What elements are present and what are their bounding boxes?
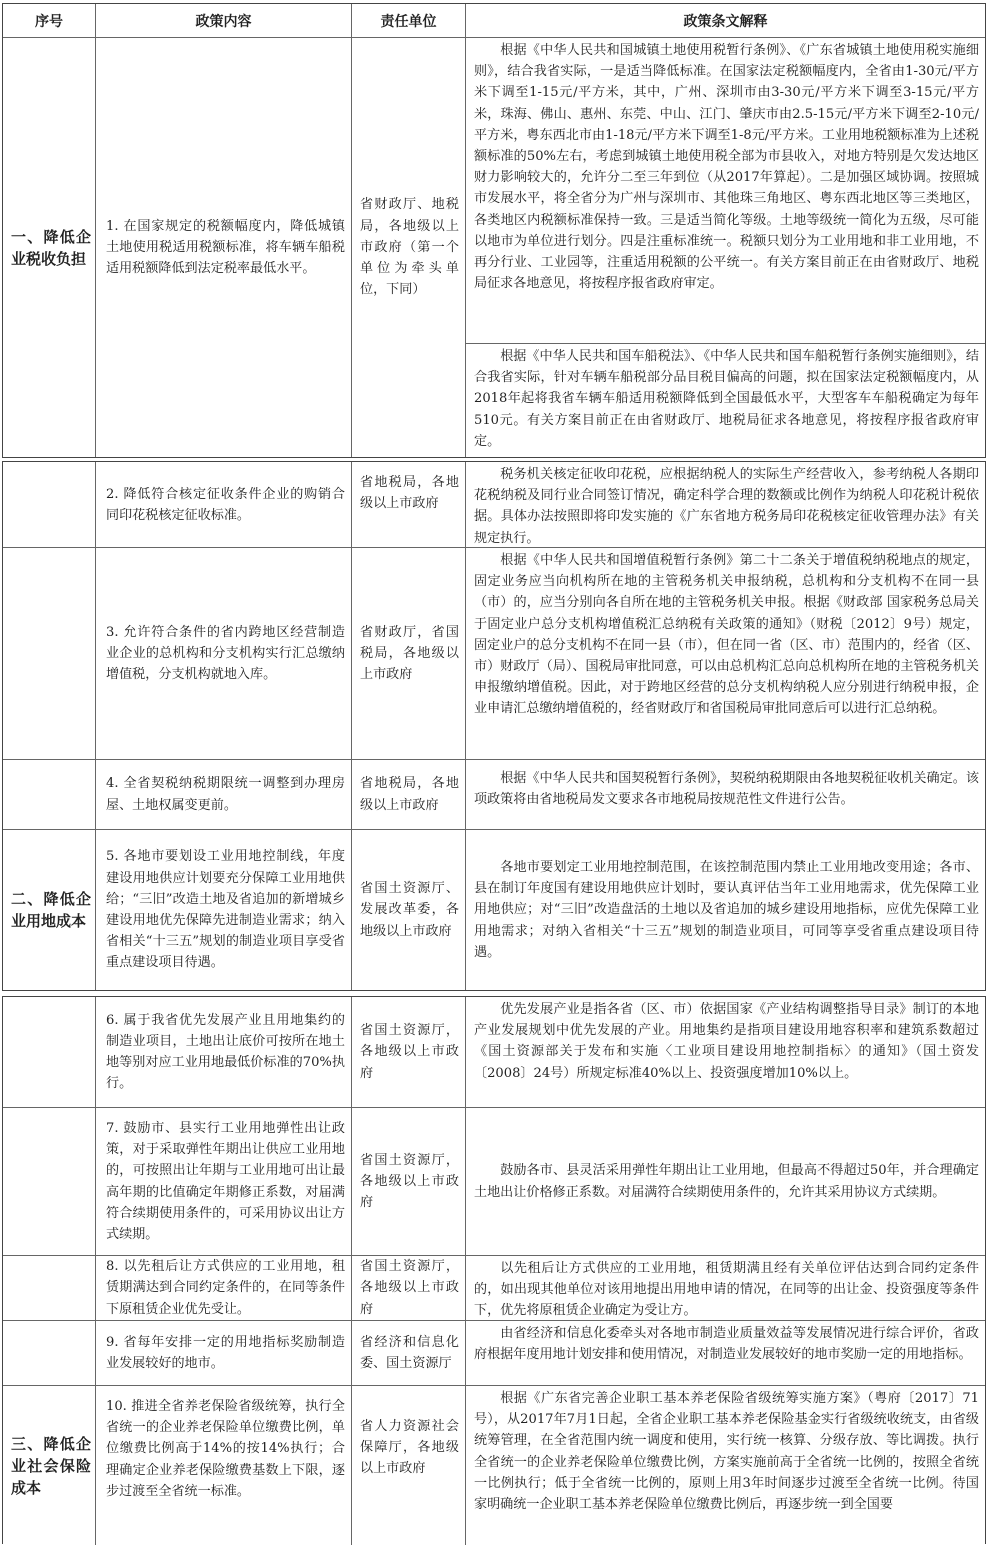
policy-explanation: 以先租后让方式供应的工业用地，租赁期满且经有关单位评估达到合同约定条件的，如出现其他单位对该用地提出用地申请的情况，在同等的出让金、投资强度等条件下，优先将原租赁企业确定为受让方。 [465,1256,985,1320]
table-row [3,997,985,1107]
policy-explanation: 根据《中华人民共和国车船税法》、《中华人民共和国车船税暂行条例实施细则》，结合我省实际，针对车辆车船税部分品目税目偏高的问题，拟在国家法定税额幅度内，从2018年起将我省车辆车船适用税额降低到全国最低水平，大型客车车船税确定为每年510元。有关方案目前正在由省财政厅、地税局征求各地意见，将按程序报省政府审定。 [465,343,985,457]
table-row [3,1107,985,1255]
responsible-unit: 省经济和信息化委、国土资源厅 [351,1321,465,1385]
header-explain: 政策条文解释 [465,4,985,38]
table-section-3 [2,996,986,1544]
responsible-unit: 省国土资源厅、发展改革委，各地级以上市政府 [351,830,465,990]
responsible-unit: 省国土资源厅，各地级以上市政府 [351,1256,465,1320]
header-unit: 责任单位 [351,4,465,38]
policy-content: 1. 在国家规定的税额幅度内，降低城镇土地使用税适用税额标准，将车辆车船税适用税额降低到法定税率最低水平。 [95,38,351,457]
responsible-unit: 省财政厅、地税局，各地级以上市政府（第一个单位为牵头单位，下同） [351,38,465,457]
policy-content: 10. 推进全省养老保险省级统筹，执行全省统一的企业养老保险单位缴费比例，单位缴费比例高于14%的按14%执行；合理确定企业养老保险缴费基数上下限，逐步过渡至全省统一标准。 [95,1386,351,1545]
policy-content: 6. 属于我省优先发展产业且用地集约的制造业项目，土地出让底价可按所在地土地等别对应工业用地最低价标准的70%执行。 [95,997,351,1107]
responsible-unit: 省人力资源社会保障厅，各地级以上市政府 [351,1386,465,1545]
table-row [3,1255,985,1320]
table-row [3,547,985,759]
responsible-unit: 省财政厅，省国税局，各地级以上市政府 [351,548,465,759]
policy-content: 5. 各地市要划设工业用地控制线，年度建设用地供应计划要充分保障工业用地供给；“三旧”改造土地及省追加的新增城乡建设用地优先保障先进制造业需求；纳入省相关“十三五”规划的制造业项目享受省重点建设项目待遇。 [95,830,351,990]
table-row [3,829,985,990]
responsible-unit: 省地税局，各地级以上市政府 [351,462,465,547]
policy-explanation: 根据《中华人民共和国契税暂行条例》，契税纳税期限由各地契税征收机关确定。该项政策将由省地税局发文要求各市地税局按规范性文件进行公告。 [465,760,985,829]
table-row [3,462,985,547]
policy-explanation: 鼓励各市、县灵活采用弹性年期出让工业用地，但最高不得超过50年，并合理确定土地出让价格修正系数。对届满符合续期使用条件的，允许其采用协议方式续期。 [465,1108,985,1255]
policy-explanation: 根据《中华人民共和国城镇土地使用税暂行条例》、《广东省城镇土地使用税实施细则》，结合我省实际，一是适当降低标准。在国家法定税额幅度内，全省由1-30元/平方米下调至1-15元/平方米，其中，广州、深圳市由3-30元/平方米下调至3-15元/平方米，珠海、佛山、惠州、东莞、中山、江门、肇庆市由2.5-15元/平方米下调至2-10元/平方米，粤东西北市由1-18元/平方米下调至1-8元/平方米。工业用地税额标准为上述税额标准的50%左右，考虑到城镇土地使用税全部为市县收入，对地方特别是欠发达地区财力影响较大的，允许分二至三年到位（从2017年算起）。二是加强区域协调。按照城市发展水平，将全省分为广州与深圳市、其他珠三角地区、粤东西北地区等三类地区，各类地区内税额标准保持一致。三是适当简化等级。土地等级统一简化为五级，尽可能以地市为单位进行划分。四是注重标准统一。税额只划分为工业用地和非工业用地，不再分行业、工业园等，注重适用税额的公平统一。有关方案目前正在由省财政厅、地税局征求各地意见，将按程序报省政府审定。 [465,38,985,343]
table-section-2 [2,461,986,991]
table-section-1 [2,3,986,458]
header-row [3,4,985,38]
table-row [3,759,985,829]
policy-content: 8. 以先租后让方式供应的工业用地，租赁期满达到合同约定条件的，在同等条件下原租赁企业优先受让。 [95,1256,351,1320]
responsible-unit: 省国土资源厅，各地级以上市政府 [351,1108,465,1255]
category-label: 一、降低企业税收负担 [11,227,91,268]
responsible-unit: 省地税局，各地级以上市政府 [351,760,465,829]
policy-content: 3. 允许符合条件的省内跨地区经营制造业企业的总机构和分支机构实行汇总缴纳增值税，分支机构就地入库。 [95,548,351,759]
policy-content: 7. 鼓励市、县实行工业用地弹性出让政策，对于采取弹性年期出让供应工业用地的，可按照出让年期与工业用地可出让最高年期的比值确定年期修正系数，对届满符合续期使用条件的，可采用协议出让方式续期。 [95,1108,351,1255]
header-content: 政策内容 [95,4,351,38]
table-row [3,1385,985,1545]
header-seq: 序号 [35,14,63,30]
policy-explanation: 由省经济和信息化委牵头对各地市制造业质量效益等发展情况进行综合评价，省政府根据年度用地计划安排和使用情况，对制造业发展较好的地市奖励一定的用地指标。 [465,1321,985,1385]
policy-explanation: 优先发展产业是指各省（区、市）依据国家《产业结构调整指导目录》制订的本地产业发展规划中优先发展的产业。用地集约是指项目建设用地容积率和建筑系数超过《国土资源部关于发布和实施〈工业项目建设用地控制指标〉的通知》（国土资发〔2008〕24号）所规定标准40%以上、投资强度增加10%以上。 [465,997,985,1107]
category-label: 三、降低企业社会保险成本 [11,1434,91,1497]
policy-explanation: 税务机关核定征收印花税，应根据纳税人的实际生产经营收入，参考纳税人各期印花税纳税及同行业合同签订情况，确定科学合理的数额或比例作为纳税人印花税计税依据。具体办法按照即将印发实施的《广东省地方税务局印花税核定征收管理办法》有关规定执行。 [465,462,985,547]
category-label: 二、降低企业用地成本 [11,890,91,930]
policy-explanation: 根据《广东省完善企业职工基本养老保险省级统筹实施方案》（粤府〔2017〕71号），从2017年7月1日起，全省企业职工基本养老保险基金实行省级统收统支，由省级统筹管理，在全省范围内统一调度和使用，实行统一核算、分级存放、等比调拨。执行全省统一的企业养老保险单位缴费比例，方案实施前高于全省统一比例的，按照全省统一比例执行；低于全省统一比例的，原则上用3年时间逐步过渡至全省统一比例。待国家明确统一企业职工基本养老保险单位缴费比例后，再逐步统一到全国要 [465,1386,985,1545]
table-row [3,38,985,457]
table-row [3,1320,985,1385]
policy-content: 9. 省每年安排一定的用地指标奖励制造业发展较好的地市。 [95,1321,351,1385]
policy-content: 2. 降低符合核定征收条件企业的购销合同印花税核定征收标准。 [95,462,351,547]
policy-explanation: 各地市要划定工业用地控制范围，在该控制范围内禁止工业用地改变用途；各市、县在制订年度国有建设用地供应计划时，要认真评估当年工业用地需求，优先保障工业用地供应；对“三旧”改造盘活的土地以及省追加的城乡建设用地指标，应优先保障工业用地需求；对纳入省相关“十三五”规划的制造业项目，可同等享受省重点建设项目待遇。 [465,830,985,990]
policy-content: 4. 全省契税纳税期限统一调整到办理房屋、土地权属变更前。 [95,760,351,829]
responsible-unit: 省国土资源厅，各地级以上市政府 [351,997,465,1107]
policy-explanation: 根据《中华人民共和国增值税暂行条例》第二十二条关于增值税纳税地点的规定，固定业务应当向机构所在地的主管税务机关申报纳税，总机构和分支机构不在同一县（市）的，应当分别向各自所在地的主管税务机关申报。根据《财政部 国家税务总局关于固定业户总分支机构增值税汇总纳税有关政策的通知》（财税〔2012〕9号）规定，固定业户的总分支机构不在同一县（市），但在同一省（区、市）范围内的，经省（区、市）财政厅（局）、国税局审批同意，可以由总机构汇总向总机构所在地的主管税务机关申报缴纳增值税。因此，对于跨地区经营的总分支机构纳税人应分别进行纳税申报，企业申请汇总缴纳增值税的，经省财政厅和省国税局审批同意后可以进行汇总纳税。 [465,548,985,759]
